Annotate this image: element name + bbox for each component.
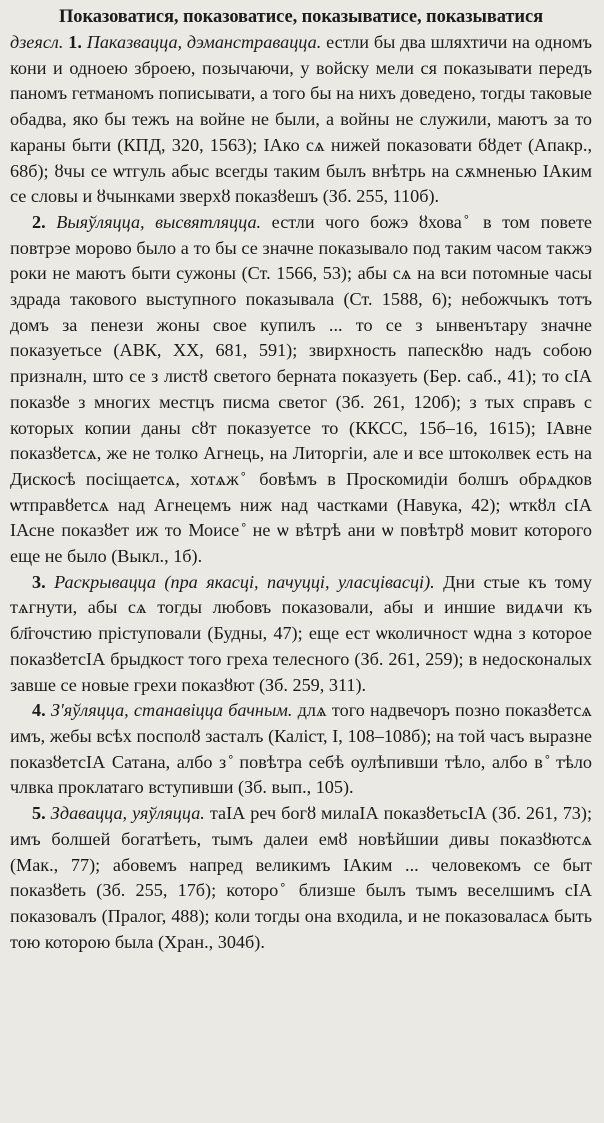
grammar-label: дзеясл. xyxy=(10,32,64,52)
sense-number: 2. xyxy=(32,211,46,232)
sense-4 xyxy=(10,698,592,801)
sense-number: 5. xyxy=(32,803,46,824)
sense-1 xyxy=(10,30,592,210)
sense-gloss: З'яўляцца, станавіцца бачным. xyxy=(50,700,293,721)
sense-citations: естли чого божэ ȣхова ̊ в том повете повтрэе морово было а то бы се значне показывало под таким часом такжэ роки не маютъ быти сужоны (Ст. 1566, 53); абы сѧ на вси потомные часы здрада такового выступного показывала (Ст. 1588, 6); небожчыкъ тотъ домъ за пенези жоны свое купилъ ... то се з ынвенътару значне показуетьсе (АВК, XX, 681, 591); звирхность папескȣю надъ собою призналн, што се з листȣ светого берната показуеть (Бер. саб., 41); то сІА показȣе з многих местцъ писма светог (Зб. 261, 120б); з тых справъ с которых копии даны сȣт показуетсе то (ККСС, 15б–16, 1615); ІАвне показȣетсѧ, же не толко Агнець, на Литоргіи, але и все штоколвек есть на Дискосѣ посіщаетсѧ, хотѧж ̊ бовѣмъ в Проскомидіи болшъ обрѧдков ѡтправȣетсѧ над Агнецемъ ниж над частками (Навука, 42); ѡткȣл сІА ІАсне показȣет иж то Моисе ̊ не ѡ вѣтрѣ ани ѡ повѣтрȣ мовит которого еще не было (Выкл., 1б). xyxy=(10,211,593,567)
sense-3 xyxy=(10,570,592,699)
sense-gloss: Раскрывацца (пра якасці, пачуцці, уласцівасці). xyxy=(54,571,435,592)
sense-number: 3. xyxy=(32,571,46,592)
entry-headword: Показоватися, показоватисе, показыватисе, показыватися xyxy=(59,7,543,27)
sense-citations: длѧ того надвечоръ позно показȣетсѧ имъ, жебы всѣх посполȣ засталъ (Каліст, I, 108–108б); на той часъ вырaзне показȣетсІА Сатана, албо з ̊ повѣтра себѣ оулѣпивши тѣло, албо в ̊ тѣло члвка проклатаго вступивши (Зб. вып., 105). xyxy=(10,700,592,798)
sense-gloss: Здавацца, уяўляцца. xyxy=(50,803,205,824)
sense-gloss: Выяўляцца, высвятляцца. xyxy=(56,211,262,232)
sense-number: 1. xyxy=(68,32,82,52)
sense-citations: Дни стые къ тому тѧгнути, абы сѧ тогды любовъ показовали, абы и иншие видѧчи къ бл҃гочстию прiступовали (Будны, 47); еще ест ѡколичност ѡдна з которое показȣетсІА брыдкост того греха телесного (Зб. 261, 259); в недосконалых завше се новые грехи показȣют (Зб. 259, 311). xyxy=(10,571,592,695)
sense-gloss: Паказвацца, дэманстравацца. xyxy=(86,32,322,52)
sense-citations: таІА реч богȣ милаІА показȣетьсІА (Зб. 261, 73); имъ болшей богатѣеть, тымъ далеи емȣ новѣйшии дивы показȣютсѧ (Мак., 77); абовемъ напред великимъ ІАким ... человекомъ се быт показȣеть (Зб. 255, 17б); которо ̊ близше былъ тымъ веселшимъ сІА показовалъ (Пралог, 488); коли тогды она входила, и не показоваласѧ быть тою которою была (Хран., 304б). xyxy=(10,803,593,952)
sense-2 xyxy=(10,210,592,570)
sense-number: 4. xyxy=(32,700,46,721)
sense-citations: естли бы два шляхтичи на одномъ кони и одноею зброею, позычаючи, у войску мели ся показывати передъ паномъ гетманомъ пописывати, а того бы на нихъ доведено, тогды таковые обадва, яко бы тежъ на войне не были, а войны не служили, маютъ за то караны быти (КПД, 320, 1563); ІАко сѧ нижей показовати бȣдет (Апакр., 68б); ȣчы се ѡтгуль абыс всегды таким былъ внѣтрь на сѫмненью ІАким се словы и ȣчынками зверхȣ показȣешъ (Зб. 255, 110б). xyxy=(10,32,592,207)
sense-5 xyxy=(10,801,592,955)
